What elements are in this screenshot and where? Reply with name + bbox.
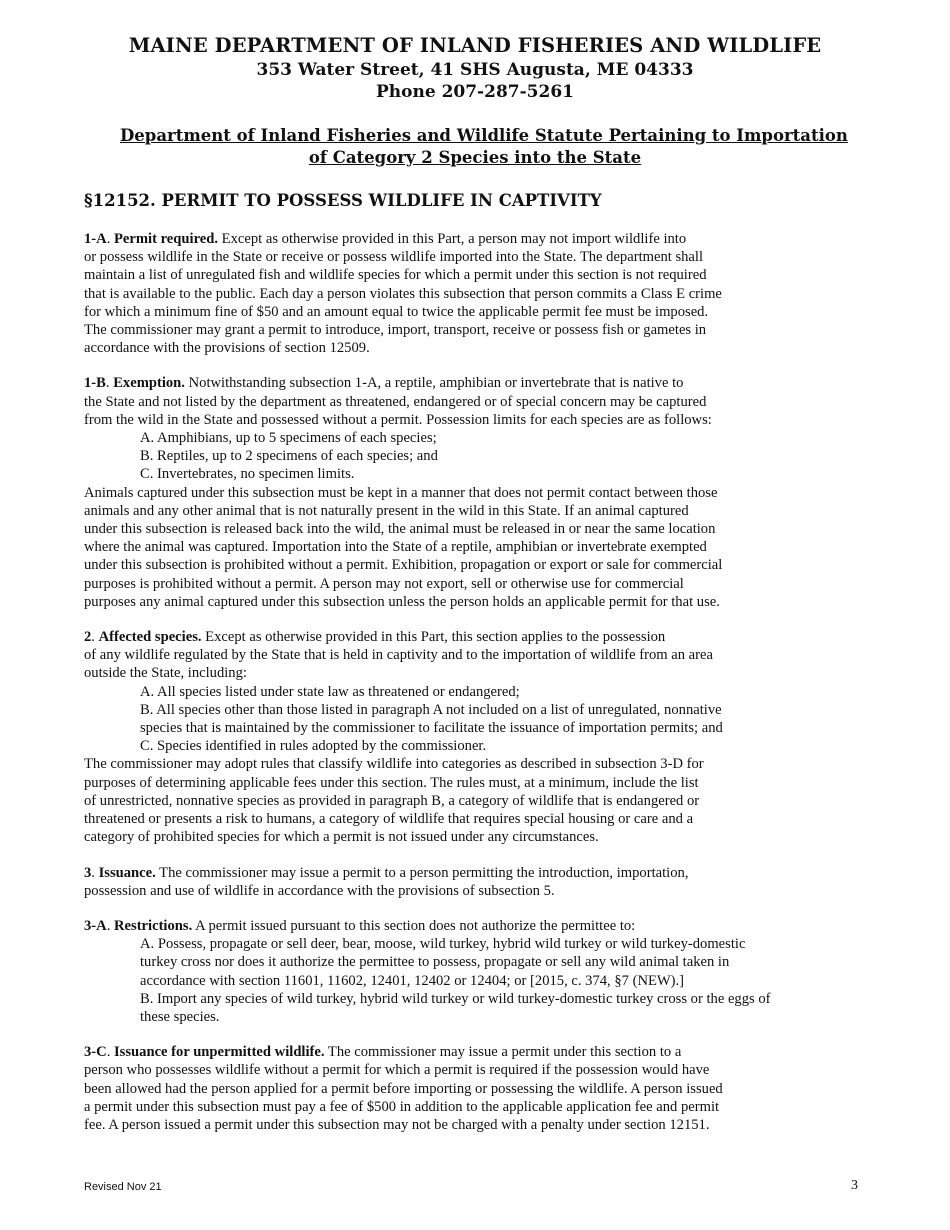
para-line: under this subsection is prohibited without a permit. Exhibition, propagation or export or sale for commercial xyxy=(84,557,723,574)
para-line: 1-B. Exemption. Notwithstanding subsection 1-A, a reptile, amphibian or invertebrate that is native to xyxy=(84,375,684,392)
para-line: fee. A person issued a permit under this subsection may not be charged with a penalty under section 12151. xyxy=(84,1116,710,1133)
subsection-number: 3-C xyxy=(84,1044,107,1061)
statute-body xyxy=(84,230,874,1151)
para-line: person who possesses wildlife without a permit for which a permit is required if the possession would have xyxy=(84,1062,710,1079)
para-line: maintain a list of unregulated fish and wildlife species for which a permit under this section is not required xyxy=(84,267,707,284)
subsection-heading: Exemption. xyxy=(113,375,185,392)
para-line: purposes is prohibited without a permit. A person may not export, sell or otherwise use for commercial xyxy=(84,575,684,592)
para-line: of unrestricted, nonnative species as provided in paragraph B, a category of wildlife that is endangered or xyxy=(84,792,700,809)
page-number: 3 xyxy=(851,1178,858,1193)
subsection-number: 2 xyxy=(84,629,92,646)
agency-name: MAINE DEPARTMENT OF INLAND FISHERIES AND WILDLIFE xyxy=(128,34,822,57)
para-line: The commissioner may grant a permit to introduce, import, transport, receive or possess fish or gametes in xyxy=(84,322,707,339)
subsection-3 xyxy=(84,864,874,900)
para-line: for which a minimum fine of $50 and an amount equal to twice the applicable permit fee must be imposed. xyxy=(84,303,709,320)
para-line: purposes any animal captured under this subsection unless the person holds an applicable permit for that use. xyxy=(84,593,720,610)
subsection-heading: Issuance. xyxy=(98,864,156,881)
para-line: accordance with the provisions of section 12509. xyxy=(84,340,370,357)
subsection-number: 3 xyxy=(84,864,92,881)
para-line: that is available to the public. Each day a person violates this subsection that person commits a Class E crime xyxy=(84,285,722,302)
list-item: these species. xyxy=(140,1008,220,1025)
list-item: turkey cross nor does it authorize the permittee to possess, propagate or sell any wild animal taken in xyxy=(140,954,730,971)
agency-address: 353 Water Street, 41 SHS Augusta, ME 04333 xyxy=(256,60,694,80)
subsection-1b xyxy=(84,374,874,611)
para-line: animals and any other animal that is not naturally present in the wild in this State. If an animal captured xyxy=(84,502,689,519)
para-line: 2. Affected species. Except as otherwise provided in this Part, this section applies to the possession xyxy=(84,629,666,646)
para-line: 3. Issuance. The commissioner may issue a permit to a person permitting the introduction, importation, xyxy=(84,864,689,881)
subtitle-line: of Category 2 Species into the State xyxy=(308,148,642,167)
list-item: C. Invertebrates, no specimen limits. xyxy=(140,466,355,483)
para-line: outside the State, including: xyxy=(84,665,247,682)
para-line: possession and use of wildlife in accordance with the provisions of subsection 5. xyxy=(84,882,555,899)
subsection-number: 1-A xyxy=(84,231,107,247)
list-item: C. Species identified in rules adopted by the commissioner. xyxy=(140,738,487,755)
subsection-3a xyxy=(84,917,874,1026)
subsection-1a xyxy=(84,230,874,357)
para-line: from the wild in the State and possessed without a permit. Possession limits for each species are as follows: xyxy=(84,411,712,428)
para-line: Animals captured under this subsection must be kept in a manner that does not permit contact between those xyxy=(84,484,718,501)
list-item: B. All species other than those listed in paragraph A not included on a list of unregulated, nonnative xyxy=(140,701,722,718)
subsection-heading: Issuance for unpermitted wildlife. xyxy=(114,1044,325,1061)
document-subtitle xyxy=(120,125,848,169)
para-line: of any wildlife regulated by the State that is held in captivity and to the importation of wildlife from an area xyxy=(84,647,713,664)
subsection-heading: Affected species. xyxy=(98,629,202,646)
list-item: A. Possess, propagate or sell deer, bear, moose, wild turkey, hybrid wild turkey or wild turkey-domestic xyxy=(140,936,746,953)
subtitle-line: Department of Inland Fisheries and Wildlife Statute Pertaining to Importation xyxy=(120,126,848,145)
para-line: 3-C. Issuance for unpermitted wildlife. The commissioner may issue a permit under this section to a xyxy=(84,1044,682,1061)
para-line: under this subsection is released back into the wild, the animal must be released in or near the same location xyxy=(84,521,716,538)
para-line: where the animal was captured. Importation into the State of a reptile, amphibian or invertebrate exempted xyxy=(84,539,707,556)
subsection-heading: Restrictions. xyxy=(114,917,193,934)
para-line: 1-A. Permit required. Except as otherwise provided in this Part, a person may not import wildlife into xyxy=(84,231,687,247)
list-item: A. All species listed under state law as threatened or endangered; xyxy=(140,683,520,700)
para-line: The commissioner may adopt rules that classify wildlife into categories as described in subsection 3-D for xyxy=(84,756,704,773)
list-item: accordance with section 11601, 11602, 12401, 12402 or 12404; or [2015, c. 374, §7 (NEW).] xyxy=(140,972,685,989)
para-line: been allowed had the person applied for a permit before importing or possessing the wildlife. A person issued xyxy=(84,1080,723,1097)
para-line: or possess wildlife in the State or receive or possess wildlife imported into the State. The department shall xyxy=(84,249,704,266)
section-title: §12152. PERMIT TO POSSESS WILDLIFE IN CAPTIVITY xyxy=(84,191,602,210)
subsection-2 xyxy=(84,628,874,846)
list-item: species that is maintained by the commissioner to facilitate the issuance of importation permits; and xyxy=(140,720,723,737)
para-line: 3-A. Restrictions. A permit issued pursuant to this section does not authorize the permittee to: xyxy=(84,917,636,934)
list-item: B. Reptiles, up to 2 specimens of each species; and xyxy=(140,448,438,465)
agency-phone: Phone 207-287-5261 xyxy=(376,82,574,102)
subsection-heading: Permit required. xyxy=(114,231,219,247)
subsection-number: 1-B xyxy=(84,375,106,392)
subsection-number: 3-A xyxy=(84,917,107,934)
para-line: purposes of determining applicable fees under this section. The rules must, at a minimum, include the list xyxy=(84,774,699,791)
revision-note: Revised Nov 21 xyxy=(84,1181,162,1193)
para-line: the State and not listed by the department as threatened, endangered or of special concern may be captured xyxy=(84,393,707,410)
list-item: B. Import any species of wild turkey, hybrid wild turkey or wild turkey-domestic turkey cross or the eggs of xyxy=(140,990,771,1007)
subsection-3c xyxy=(84,1043,874,1134)
list-item: A. Amphibians, up to 5 specimens of each species; xyxy=(140,430,437,447)
para-line: category of prohibited species for which a permit is not issued under any circumstances. xyxy=(84,829,599,846)
para-line: a permit under this subsection must pay a fee of $500 in addition to the applicable application fee and permit xyxy=(84,1098,720,1115)
para-line: threatened or presents a risk to humans, a category of wildlife that requires special housing or care and a xyxy=(84,811,694,828)
